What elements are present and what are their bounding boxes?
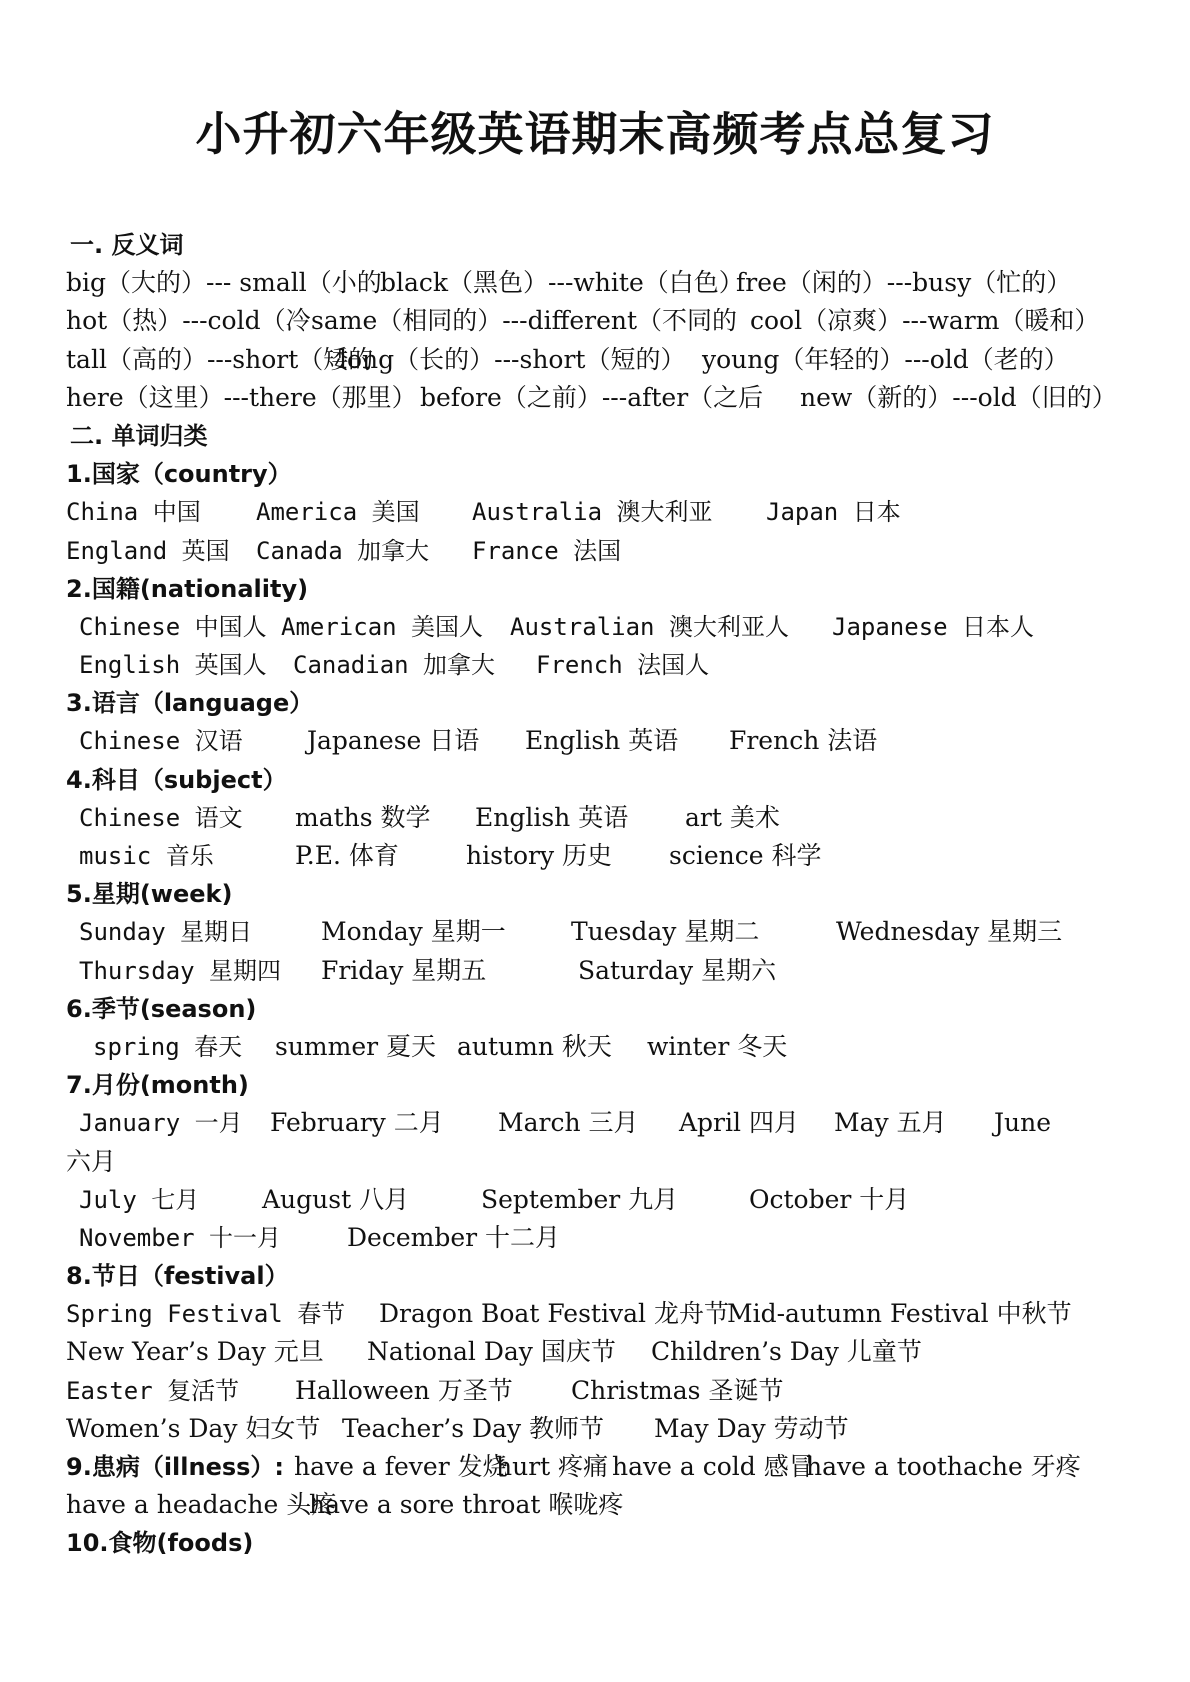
word-row: Thursday 星期四 Friday 星期五 Saturday 星期六 xyxy=(79,955,777,985)
antonym-line: tall（高的）---short（矮的 long（长的）---short（短的） young（年轻的）---old（老的） xyxy=(66,344,1069,374)
antonym-line: here（这里）---there（那里） before（之前）---after（之后 new（新的）---old（旧的） xyxy=(66,382,1117,412)
category-heading-nationality: 2.国籍(nationality) xyxy=(66,574,309,603)
category-heading-illness: 9.患病（illness）: xyxy=(66,1453,285,1481)
word-row: New Year’s Day 元旦 National Day 国庆节 Children’s Day 儿童节 xyxy=(66,1337,922,1367)
section-heading-antonyms: 一. 反义词 xyxy=(70,231,184,259)
word-row: Chinese 语文 maths 数学 English 英语 art 美术 xyxy=(79,802,780,832)
word-row: spring 春天 summer 夏天 autumn 秋天 winter 冬天 xyxy=(93,1031,788,1061)
category-heading-subject: 4.科目（subject） xyxy=(66,765,287,794)
word-row: England 英国 Canada 加拿大 France 法国 xyxy=(66,536,622,565)
word-row: Sunday 星期日 Monday 星期一 Tuesday 星期二 Wednesday 星期三 xyxy=(79,917,1063,947)
word-row: January 一月 February 二月 March 三月 April 四月 May 五月 June xyxy=(79,1108,1052,1138)
word-row: Spring Festival 春节 Dragon Boat Festival 龙舟节 Mid-autumn Festival 中秋节 xyxy=(66,1299,1072,1329)
category-heading-country: 1.国家（country） xyxy=(66,460,292,489)
category-heading-festival: 8.节日（festival） xyxy=(66,1262,289,1291)
page-title: 小升初六年级英语期末高频考点总复习 xyxy=(195,107,995,161)
word-row: July 七月 August 八月 September 九月 October 十月 xyxy=(79,1184,910,1214)
word-row: November 十一月 December 十二月 xyxy=(79,1222,561,1252)
category-heading-month: 7.月份(month) xyxy=(66,1071,249,1100)
section-heading-categories: 二. 单词归类 xyxy=(70,421,208,450)
word-row: have a headache 头疼 have a sore throat 喉咙疼 xyxy=(66,1490,624,1520)
document-body xyxy=(66,226,1130,1563)
category-heading-foods: 10.食物(foods) xyxy=(66,1529,254,1558)
word-row: Chinese 中国人 American 美国人 Australian 澳大利亚人 Japanese 日本人 xyxy=(79,612,1035,641)
word-row: 六月 xyxy=(66,1146,117,1176)
category-heading-season: 6.季节(season) xyxy=(66,994,257,1023)
category-heading-week: 5.星期(week) xyxy=(66,880,233,909)
word-row: English 英国人 Canadian 加拿大 French 法国人 xyxy=(79,651,710,680)
word-row: Women’s Day 妇女节 Teacher’s Day 教师节 May Day 劳动节 xyxy=(66,1413,849,1443)
word-row: 9.患病（illness）: have a fever 发烧 hurt 疼痛 have a cold 感冒 have a toothache 牙疼 xyxy=(70,1448,1130,1486)
category-heading-language: 3.语言（language） xyxy=(66,689,314,718)
antonym-line: hot（热）---cold（冷 same（相同的）---different（不同的 cool（凉爽）---warm（暖和） xyxy=(66,306,1100,336)
word-row: China 中国 America 美国 Australia 澳大利亚 Japan 日本 xyxy=(66,498,901,527)
word-row: Easter 复活节 Halloween 万圣节 Christmas 圣诞节 xyxy=(66,1375,784,1405)
antonym-line: big（大的）--- small（小的 black（黑色）---white（白色） free（闲的）---busy（忙的） xyxy=(66,268,1072,298)
word-row: music 音乐 P.E. 体育 history 历史 science 科学 xyxy=(79,841,822,870)
word-row: Chinese 汉语 Japanese 日语 English 英语 French 法语 xyxy=(79,726,878,756)
